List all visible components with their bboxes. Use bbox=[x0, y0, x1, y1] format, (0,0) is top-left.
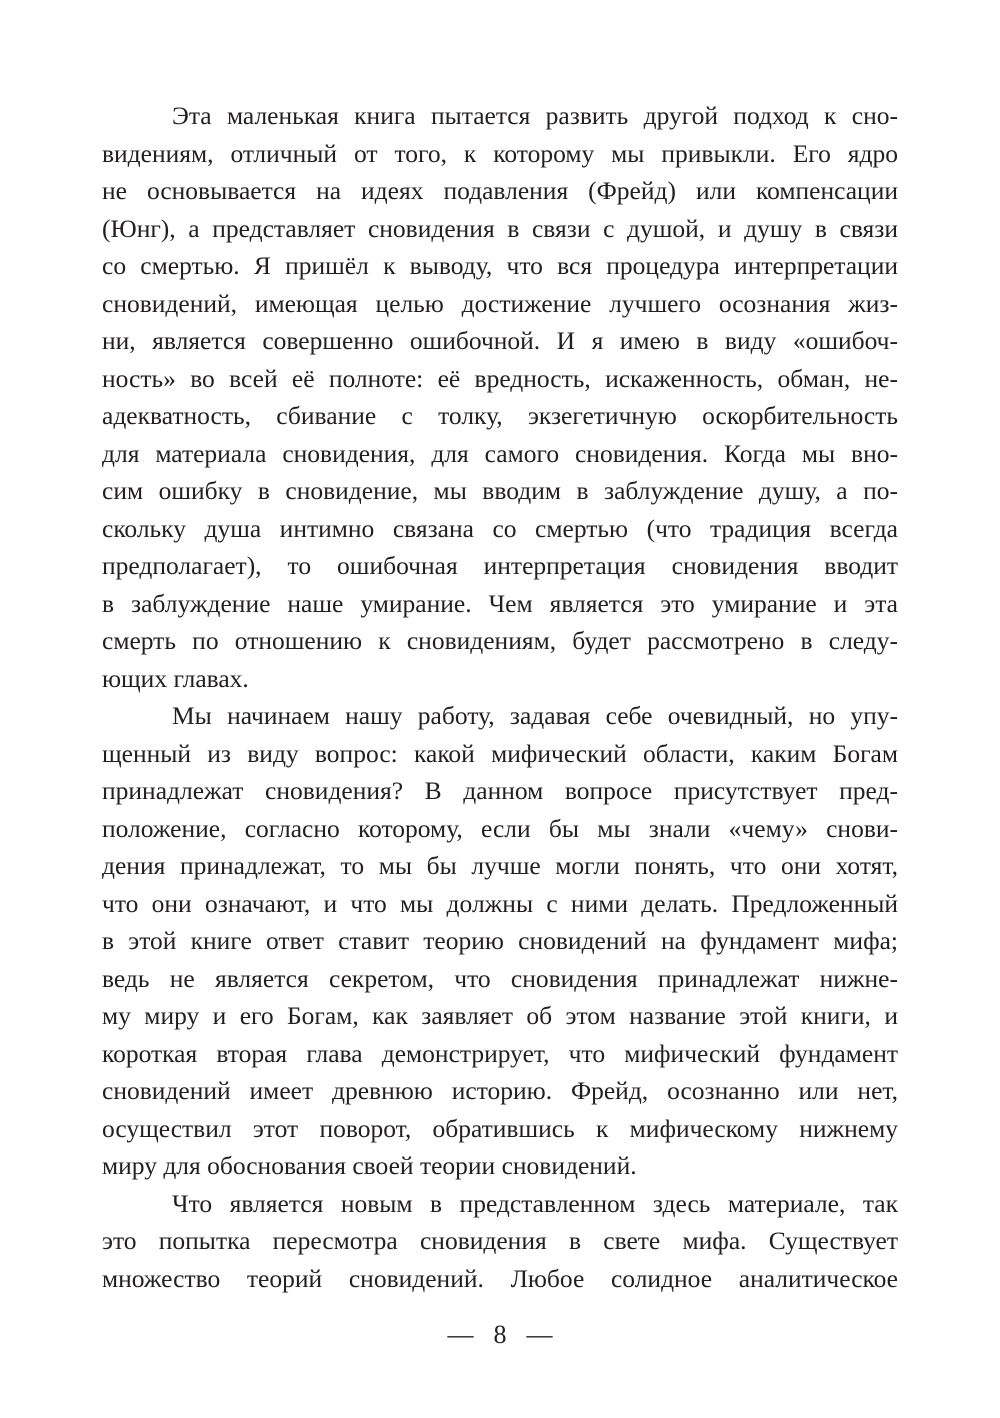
text-line: в этой книге ответ ставит теорию сновидений на фундамент мифа; bbox=[102, 926, 898, 955]
text-line: ность» во всей её полноте: её вредность, искаженность, обман, не- bbox=[102, 363, 898, 393]
text-line: это попытка пересмотра сновидения в свете мифа. Существует bbox=[102, 1226, 898, 1255]
text-line: предполагает), то ошибочная интерпретация сновидения вводит bbox=[102, 551, 898, 580]
text-line: принадлежат сновидения? В данном вопросе присутствует пред- bbox=[102, 776, 898, 805]
text-line: ющих главах. bbox=[102, 663, 249, 693]
text-line: что они означают, и что мы должны с ними делать. Предложенный bbox=[102, 888, 898, 918]
text-line: положение, согласно которому, если бы мы знали «чему» снови- bbox=[102, 813, 898, 843]
text-line: скольку душа интимно связана со смертью (что традиция всегда bbox=[102, 513, 898, 543]
page-number: 8 bbox=[493, 1320, 507, 1349]
text-line: со смертью. Я пришёл к выводу, что вся процедура интерпретации bbox=[102, 251, 898, 280]
page-footer bbox=[0, 1320, 1000, 1350]
text-line: сим ошибку в сновидение, мы вводим в заблуждение душу, а по- bbox=[102, 476, 898, 505]
text-line: ни, является совершенно ошибочной. И я имею в виду «ошибоч- bbox=[102, 326, 898, 355]
text-line: Что является новым в представленном здесь материале, так bbox=[172, 1188, 898, 1218]
text-line: не основывается на идеях подавления (Фрейд) или компенсации bbox=[102, 176, 898, 205]
text-line: миру для обоснования своей теории сновидений. bbox=[102, 1151, 637, 1180]
text-line: множество теорий сновидений. Любое солидное аналитическое bbox=[102, 1263, 898, 1293]
text-line: сновидений имеет древнюю историю. Фрейд, осознанно или нет, bbox=[102, 1076, 898, 1105]
text-line: для материала сновидения, для самого сновидения. Когда мы вно- bbox=[102, 438, 898, 468]
text-line: короткая вторая глава демонстрирует, что мифический фундамент bbox=[102, 1038, 898, 1068]
text-line: сновидений, имеющая целью достижение лучшего осознания жиз- bbox=[102, 288, 898, 318]
text-line: Эта маленькая книга пытается развить другой подход к сно- bbox=[172, 101, 898, 130]
text-line: адекватность, сбивание с толку, экзегетичную оскорбительность bbox=[102, 401, 898, 430]
text-line: щенный из виду вопрос: какой мифический области, каким Богам bbox=[102, 738, 898, 768]
text-line: ведь не является секретом, что сновидения принадлежат нижне- bbox=[102, 963, 898, 993]
folio-dash-right: — bbox=[526, 1320, 553, 1349]
text-line: му миру и его Богам, как заявляет об этом название этой книги, и bbox=[102, 1001, 898, 1030]
text-line: осуществил этот поворот, обратившись к мифическому нижнему bbox=[102, 1113, 898, 1143]
paragraph bbox=[102, 97, 898, 697]
folio-dash-left: — bbox=[447, 1320, 474, 1349]
text-line: в заблуждение наше умирание. Чем является это умирание и эта bbox=[102, 588, 898, 618]
text-line: дения принадлежат, то мы бы лучше могли понять, что они хотят, bbox=[102, 851, 898, 880]
page-body bbox=[102, 97, 898, 1297]
paragraph bbox=[102, 1185, 898, 1298]
paragraph bbox=[102, 697, 898, 1185]
text-line: видениям, отличный от того, к которому мы привыкли. Его ядро bbox=[102, 138, 898, 168]
text-line: (Юнг), а представляет сновидения в связи с душой, и душу в связи bbox=[102, 213, 898, 243]
text-line: Мы начинаем нашу работу, задавая себе очевидный, но упу- bbox=[172, 701, 898, 730]
text-line: смерть по отношению к сновидениям, будет рассмотрено в следу- bbox=[102, 626, 898, 655]
